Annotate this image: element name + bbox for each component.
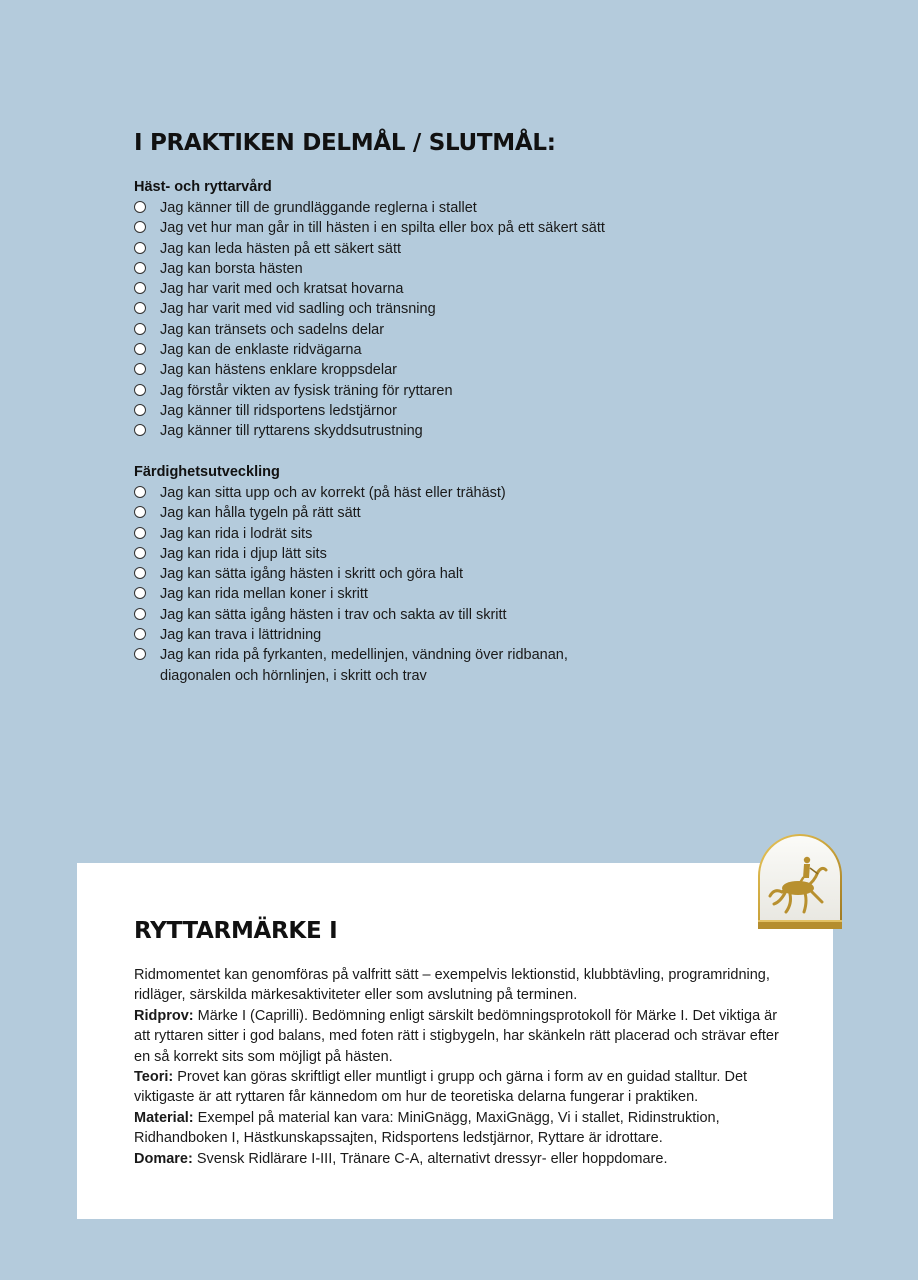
ridprov-text: Märke I (Caprilli). Bedömning enligt särskilt bedömningsprotokoll för Märke I. Det viktiga är att ryttaren sitter i god balans, med foten rätt i stigbygeln, har skänkeln rätt placerad och strävar efter en så korrekt sits som möjligt på hästen. [134,1007,779,1065]
checklist-item [134,360,694,380]
checkbox-circle-icon[interactable] [134,384,146,396]
intro-paragraph: Ridmomentet kan genomföras på valfritt sätt – exempelvis lektionstid, klubbtävling, programridning, ridläger, särskilda märkesaktiviteter eller som avslutning på terminen. [134,967,770,1004]
section-title-hast-ryttarvard: Häst- och ryttarvård [134,179,272,195]
checklist-item-label: Jag kan leda hästen på ett säkert sätt [160,240,402,257]
checkbox-circle-icon[interactable] [134,221,146,233]
checkbox-circle-icon[interactable] [134,527,146,539]
checklist-item [134,401,694,421]
checklist-item-label: Jag känner till de grundläggande reglerna i stallet [160,200,477,216]
checklist-item-label: Jag kan sätta igång hästen i skritt och göra halt [160,566,464,583]
checklist-item [134,259,694,279]
checkbox-circle-icon[interactable] [134,302,146,314]
ridprov-label: Ridprov: [134,1007,194,1024]
checklist-item [134,584,584,604]
checklist-item-label: Jag kan hästens enklare kroppsdelar [160,362,397,379]
checklist-item [134,625,584,645]
checklist-item-label: Jag känner till ridsportens ledstjärnor [160,402,397,419]
checklist-item-label: Jag kan trava i lättridning [160,627,322,644]
material-label: Material: [134,1109,194,1126]
checklist-item-label: Jag kan hålla tygeln på rätt sätt [160,505,361,522]
teori-text: Provet kan göras skriftligt eller muntligt i grupp och gärna i form av en guidad stalltur. Det viktigaste är att ryttaren får kännedom om hur de teoretiska delarna fungerar i praktiken. [134,1069,748,1106]
checkbox-circle-icon[interactable] [134,404,146,416]
domare-text: Svensk Ridlärare I-III, Tränare C-A, alternativt dressyr- eller hoppdomare. [192,1150,668,1167]
checklist-item [134,645,584,686]
checkbox-circle-icon[interactable] [134,363,146,375]
checklist-item [134,564,584,584]
checklist-item-label: Jag känner till ryttarens skyddsutrustning [160,423,423,440]
material-paragraph [134,1108,784,1149]
checklist-hast-ryttarvard [134,198,694,442]
checkbox-circle-icon[interactable] [134,242,146,254]
checkbox-circle-icon[interactable] [134,424,146,436]
checklist-item-label: Jag kan sitta upp och av korrekt (på häst eller trähäst) [160,485,506,501]
section-title-fardighetsutveckling: Färdighetsutveckling [134,464,280,480]
checklist-item-label: Jag kan tränsets och sadelns delar [160,321,385,338]
checklist-item-label: Jag vet hur man går in till hästen i en spilta eller box på ett säkert sätt [160,220,605,237]
checklist-item [134,198,694,218]
checklist-item [134,544,584,564]
checklist-item-label: Jag har varit med vid sadling och tränsning [160,301,436,318]
rider-badge-icon [752,830,848,932]
teori-label: Teori: [134,1069,174,1086]
teori-paragraph [134,1067,784,1108]
checklist-item [134,279,694,299]
checklist-item [134,320,694,340]
checkbox-circle-icon[interactable] [134,262,146,274]
checklist-item-label: Jag kan borsta hästen [160,260,303,277]
checklist-item [134,381,694,401]
checklist-item [134,299,694,319]
checklist-item [134,421,694,441]
domare-label: Domare: [134,1150,193,1167]
checkbox-circle-icon[interactable] [134,506,146,518]
checklist-item [134,524,584,544]
praktik-heading: I PRAKTIKEN DELMÅL / SLUTMÅL: [134,130,556,156]
checklist-item-label: Jag förstår vikten av fysisk träning för ryttaren [160,382,453,399]
checklist-item [134,605,584,625]
checkbox-circle-icon[interactable] [134,648,146,660]
checkbox-circle-icon[interactable] [134,201,146,213]
checklist-item-label: Jag kan rida mellan koner i skritt [160,586,368,603]
checklist-item-label: Jag kan rida i djup lätt sits [160,545,327,562]
checklist-item-label: Jag kan rida i lodrät sits [160,525,313,542]
checkbox-circle-icon[interactable] [134,567,146,579]
checklist-item [134,239,694,259]
checkbox-circle-icon[interactable] [134,608,146,620]
checkbox-circle-icon[interactable] [134,486,146,498]
checklist-item-label: Jag kan de enklaste ridvägarna [160,342,362,359]
checklist-item [134,483,584,503]
checklist-item [134,218,694,238]
ryttarmarke-heading: RYTTARMÄRKE I [134,918,338,944]
checklist-fardighetsutveckling [134,483,584,686]
checkbox-circle-icon[interactable] [134,628,146,640]
checkbox-circle-icon[interactable] [134,323,146,335]
checklist-item [134,340,694,360]
ryttarmarke-body [134,965,784,1169]
checklist-item-label: Jag kan sätta igång hästen i trav och sakta av till skritt [160,606,507,623]
domare-paragraph [134,1149,784,1169]
checklist-item [134,503,584,523]
checklist-item-label: Jag har varit med och kratsat hovarna [160,281,404,298]
material-text: Exempel på material kan vara: MiniGnägg, MaxiGnägg, Vi i stallet, Ridinstruktion, Ridhandboken I, Hästkunskapssajten, Ridsportens ledstjärnor, Ryttare är idrottare. [134,1109,720,1147]
checklist-item-label: Jag kan rida på fyrkanten, medellinjen, vändning över ridbanan, diagonalen och hörnlinjen, i skritt och trav [160,647,568,684]
checkbox-circle-icon[interactable] [134,547,146,559]
checkbox-circle-icon[interactable] [134,282,146,294]
checkbox-circle-icon[interactable] [134,587,146,599]
ridprov-paragraph [134,1006,784,1067]
checkbox-circle-icon[interactable] [134,343,146,355]
